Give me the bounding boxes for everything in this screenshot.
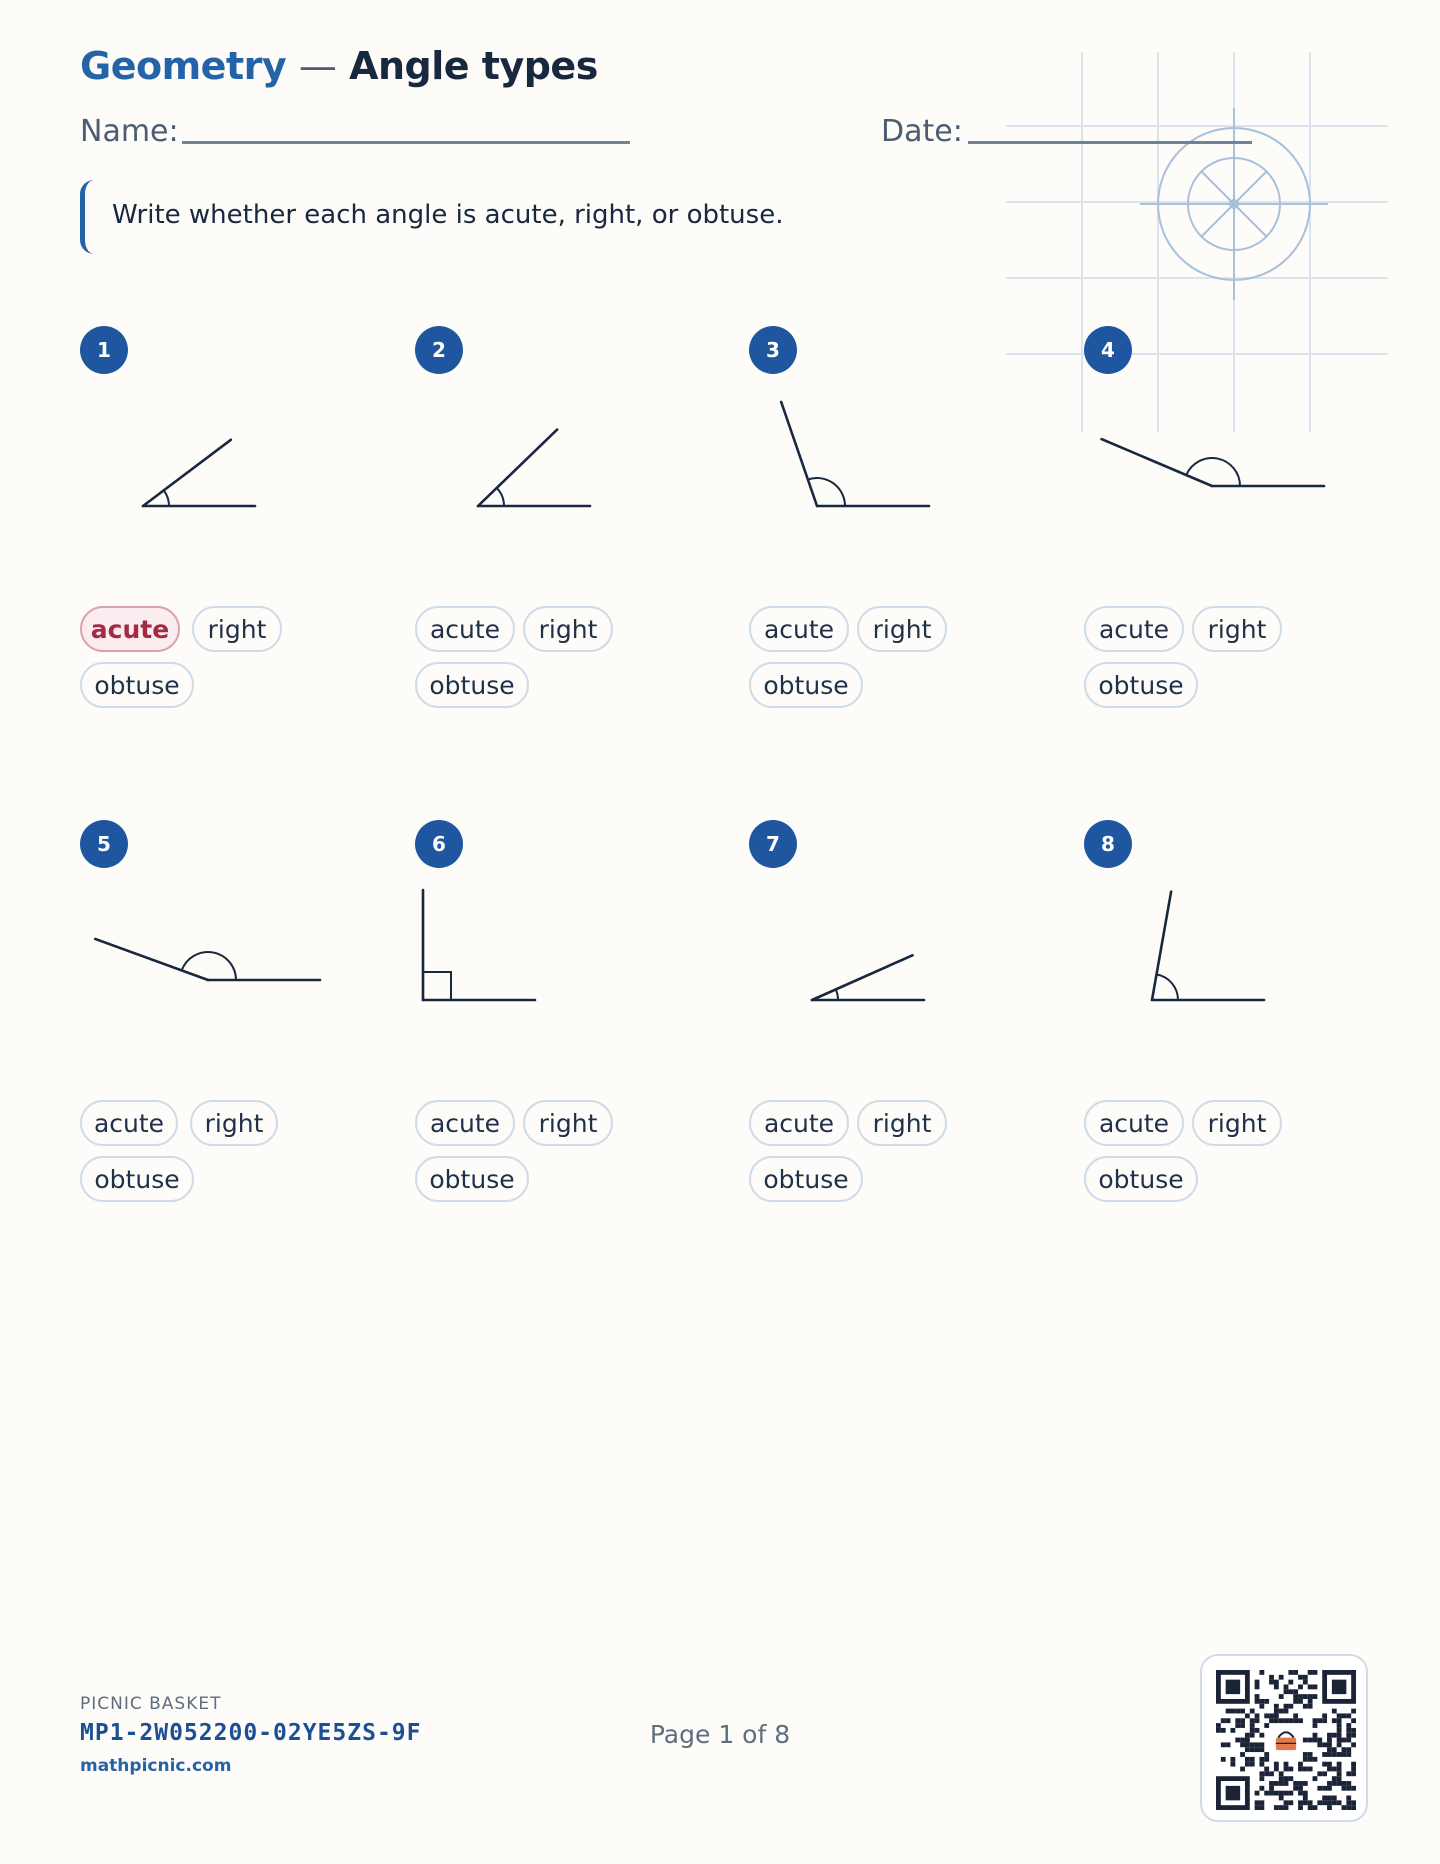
angle-figure [68, 386, 368, 586]
angle-figure [737, 386, 1037, 586]
angle-arm-ray [143, 440, 231, 506]
name-field[interactable] [182, 141, 630, 144]
worksheet-title [80, 44, 598, 88]
problem-card [415, 326, 735, 756]
right-angle-marker [423, 972, 451, 1000]
angle-figure [1072, 880, 1372, 1080]
problem-number-badge: 1 [80, 326, 128, 374]
problem-card [80, 820, 400, 1250]
qr-code [1200, 1654, 1368, 1822]
problem-number-badge: 7 [749, 820, 797, 868]
angle-figure [1072, 386, 1372, 586]
problem-card [749, 820, 1069, 1250]
angle-arm-ray [1152, 892, 1171, 1000]
angle-arc-marker [164, 490, 169, 506]
footer-brand: PICNIC BASKET [80, 1694, 222, 1714]
choice-acute[interactable]: acute [415, 1100, 515, 1146]
angle-figure [403, 880, 703, 1080]
choice-obtuse[interactable]: obtuse [1084, 662, 1198, 708]
angle-arc-marker [1186, 458, 1240, 486]
title-subject: Geometry [80, 44, 287, 88]
choice-right[interactable]: right [192, 606, 282, 652]
worksheet-code: MP1-2W052200-02YE5ZS-9F [80, 1720, 422, 1746]
choice-acute[interactable]: acute [415, 606, 515, 652]
choice-right[interactable]: right [1192, 606, 1282, 652]
problem-card [80, 326, 400, 756]
page-indicator: Page 1 of 8 [649, 1720, 791, 1749]
problem-number-badge: 6 [415, 820, 463, 868]
choice-obtuse[interactable]: obtuse [749, 1156, 863, 1202]
choice-right[interactable]: right [190, 1100, 278, 1146]
problem-card [1084, 820, 1404, 1250]
choice-acute[interactable]: acute [1084, 606, 1184, 652]
problem-card [1084, 326, 1404, 756]
angle-arc-marker [182, 952, 236, 980]
name-label: Name: [80, 114, 179, 149]
choice-acute[interactable]: acute [749, 1100, 849, 1146]
choice-acute[interactable]: acute [80, 606, 180, 652]
angle-arc-marker [1157, 974, 1178, 1000]
site-link[interactable]: mathpicnic.com [80, 1756, 232, 1776]
instruction-text: Write whether each angle is acute, right, or obtuse. [112, 200, 784, 230]
angle-figure [68, 880, 368, 1080]
angle-arm-ray [812, 955, 912, 1000]
angle-figure [737, 880, 1037, 1080]
choice-right[interactable]: right [857, 1100, 947, 1146]
title-dash: — [298, 44, 337, 88]
choice-right[interactable]: right [857, 606, 947, 652]
choice-acute[interactable]: acute [1084, 1100, 1184, 1146]
problem-number-badge: 4 [1084, 326, 1132, 374]
qr-code-image [1216, 1670, 1356, 1810]
problem-number-badge: 2 [415, 326, 463, 374]
angle-arm-ray [478, 430, 557, 506]
choice-obtuse[interactable]: obtuse [749, 662, 863, 708]
angle-arm-ray [781, 402, 817, 506]
problem-card [415, 820, 735, 1250]
date-label: Date: [881, 114, 963, 149]
problem-card [749, 326, 1069, 756]
angle-arc-marker [497, 488, 504, 506]
choice-acute[interactable]: acute [80, 1100, 178, 1146]
choice-obtuse[interactable]: obtuse [80, 662, 194, 708]
instruction-bracket [80, 180, 94, 254]
choice-obtuse[interactable]: obtuse [415, 662, 529, 708]
choice-right[interactable]: right [523, 1100, 613, 1146]
problem-number-badge: 5 [80, 820, 128, 868]
choice-acute[interactable]: acute [749, 606, 849, 652]
instruction-box [80, 180, 840, 254]
problem-number-badge: 3 [749, 326, 797, 374]
choice-obtuse[interactable]: obtuse [415, 1156, 529, 1202]
problem-number-badge: 8 [1084, 820, 1132, 868]
date-field[interactable] [968, 141, 1252, 144]
angle-arm-ray [95, 939, 208, 980]
angle-arc-marker [836, 989, 838, 1000]
choice-obtuse[interactable]: obtuse [1084, 1156, 1198, 1202]
angle-figure [403, 386, 703, 586]
choice-right[interactable]: right [523, 606, 613, 652]
choice-right[interactable]: right [1192, 1100, 1282, 1146]
choice-obtuse[interactable]: obtuse [80, 1156, 194, 1202]
title-topic: Angle types [349, 44, 598, 88]
